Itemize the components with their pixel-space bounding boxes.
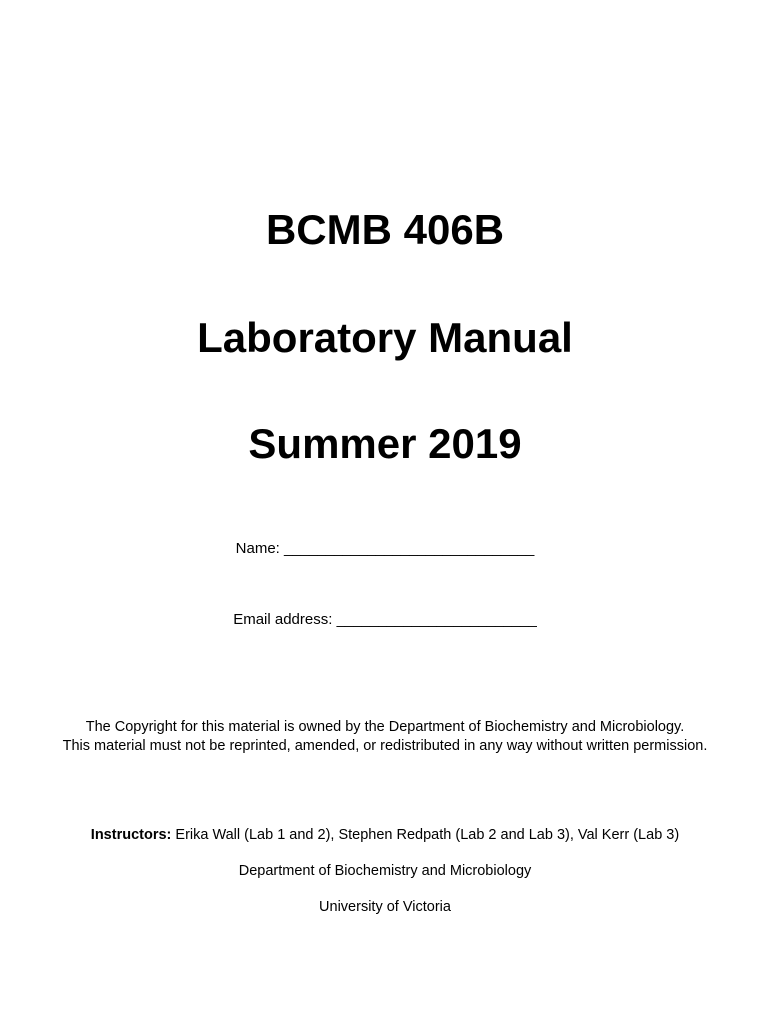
name-field <box>0 540 770 558</box>
email-blank-line: ________________________ <box>336 611 537 628</box>
instructors-names: Erika Wall (Lab 1 and 2), Stephen Redpath (Lab 2 and Lab 3), Val Kerr (Lab 3) <box>175 827 680 843</box>
term: Summer 2019 <box>248 420 522 467</box>
copyright-line-1: The Copyright for this material is owned by the Department of Biochemistry and Microbiology. <box>85 719 685 735</box>
department-name: Department of Biochemistry and Microbiology <box>238 863 532 879</box>
name-label: Name: <box>235 540 280 557</box>
email-label: Email address: <box>233 611 333 628</box>
instructors-label: Instructors: <box>90 827 172 843</box>
name-blank-line: ______________________________ <box>284 540 535 557</box>
email-field <box>0 611 770 629</box>
course-code: BCMB 406B <box>265 206 505 253</box>
university-name: University of Victoria <box>319 899 451 915</box>
manual-title: Laboratory Manual <box>197 314 573 361</box>
instructors-line <box>0 826 770 844</box>
copyright-line-2: This material must not be reprinted, amended, or redistributed in any way without written permission. <box>62 738 708 754</box>
